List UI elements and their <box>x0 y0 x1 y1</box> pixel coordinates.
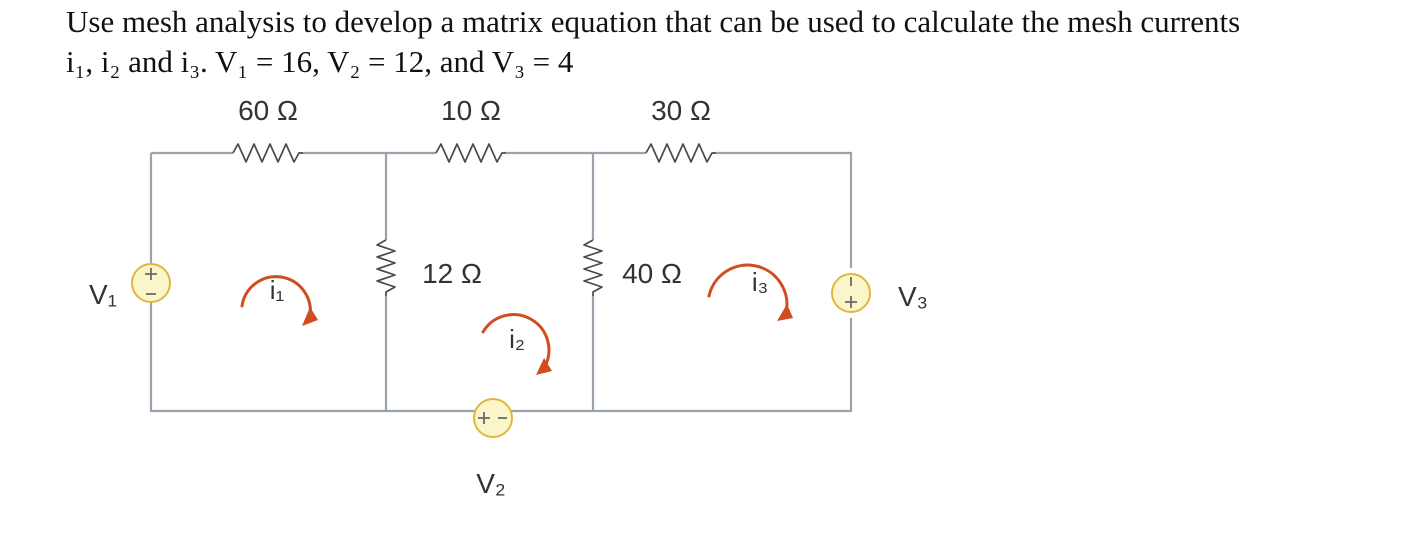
mesh-arrow-i2-head <box>536 358 552 375</box>
mesh-arrow-i1-head <box>302 307 318 326</box>
mesh-current-i2-label: i₂ <box>509 324 525 354</box>
source-v1-label: V₁ <box>89 279 118 310</box>
resistor-40-label: 40 Ω <box>622 258 682 289</box>
circuit-svg <box>66 88 942 518</box>
resistor-10 <box>436 144 506 162</box>
source-v1 <box>132 264 170 302</box>
mesh-arrow-i3-arc <box>709 265 787 313</box>
question-text <box>66 2 1406 82</box>
mesh-current-i1-label: i₁ <box>269 275 285 305</box>
question-line-2: i₁, i₂ and i₃. V₁ = 16, V₂ = 12, and V₃ = 4 <box>66 44 574 79</box>
resistor-60 <box>233 144 303 162</box>
resistor-40 <box>584 240 602 296</box>
mesh-current-i3-label: i₃ <box>751 267 769 297</box>
resistor-30 <box>646 144 716 162</box>
question-line-1: Use mesh analysis to develop a matrix equation that can be used to calculate the mesh currents <box>66 4 1241 39</box>
source-v3-label: V₃ <box>898 281 929 312</box>
source-v2-label: V₂ <box>476 468 506 499</box>
resistor-40-zigzag <box>584 240 602 296</box>
resistor-12 <box>377 240 395 296</box>
bottom-right-wire <box>151 303 851 411</box>
resistor-12-label: 12 Ω <box>422 258 482 289</box>
mesh-arrow-i3-head <box>777 304 793 321</box>
resistor-30-label: 30 Ω <box>651 95 711 126</box>
circuit-diagram <box>66 88 942 518</box>
source-v3 <box>832 274 870 312</box>
resistor-12-zigzag <box>377 240 395 296</box>
source-v2 <box>474 399 512 437</box>
top-wire <box>151 153 851 268</box>
resistor-10-label: 10 Ω <box>441 95 501 126</box>
resistor-60-label: 60 Ω <box>238 95 298 126</box>
